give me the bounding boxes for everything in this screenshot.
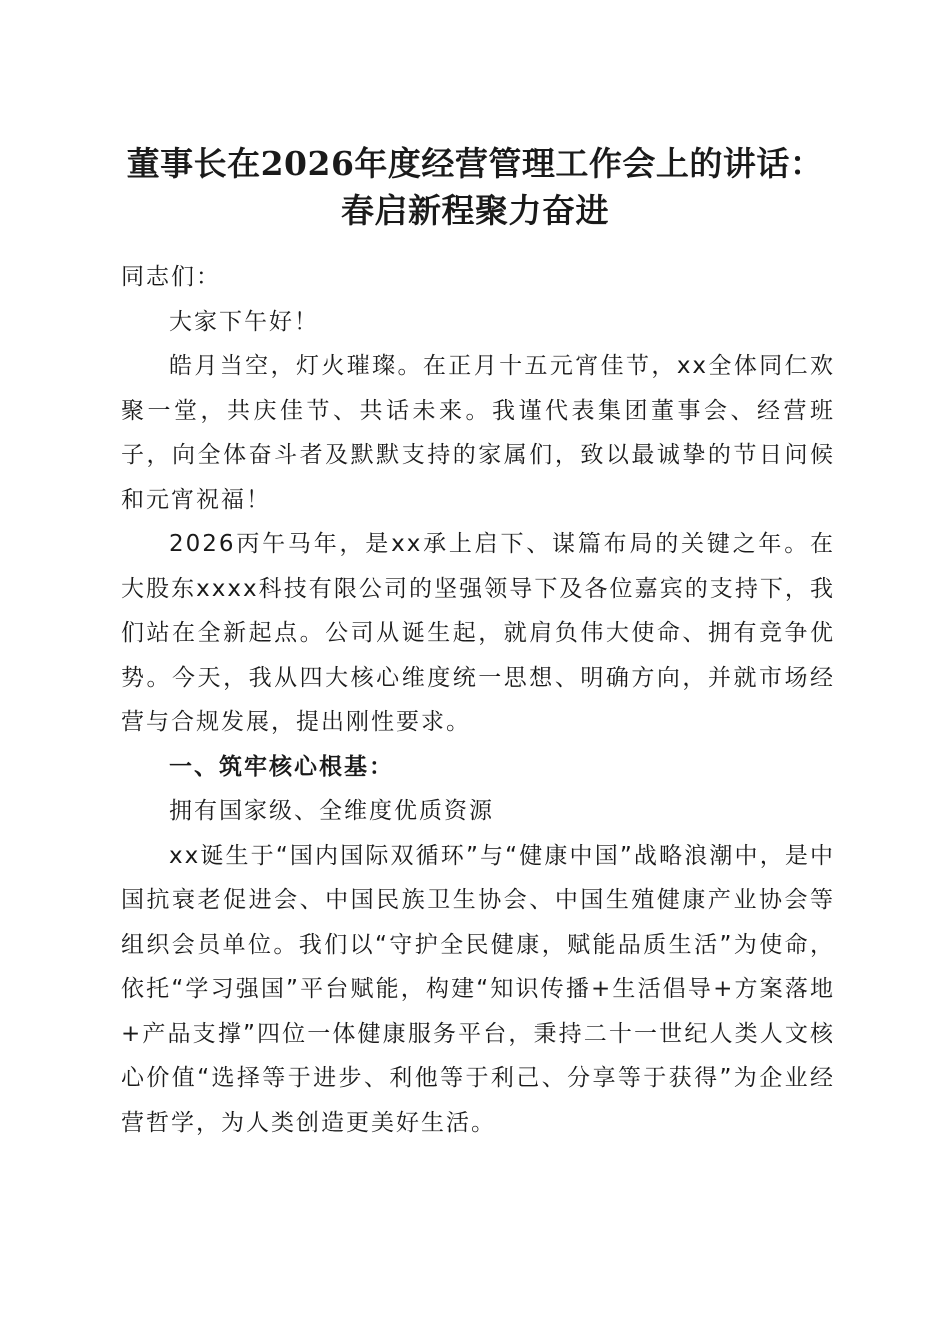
paragraph: xx诞生于“国内国际双循环”与“健康中国”战略浪潮中，是中国抗衰老促进会、中国民族卫生协会、中国生殖健康产业协会等组织会员单位。我们以“守护全民健康，赋能品质生活”为使命，依托“学习强国”平台赋能，构建“知识传播+生活倡导+方案落地+产品支撑”四位一体健康服务平台，秉持二十一世纪人类人文核心价值“选择等于进步、利他等于利己、分享等于获得”为企业经营哲学，为人类创造更美好生活。: [121, 842, 835, 1136]
section-heading: 一、筑牢核心根基：: [169, 753, 394, 780]
section-subheading: 拥有国家级、全维度优质资源: [169, 798, 494, 824]
paragraph: 皓月当空，灯火璀璨。在正月十五元宵佳节，xx全体同仁欢聚一堂，共庆佳节、共话未来。我谨代表集团董事会、经营班子，向全体奋斗者及默默支持的家属们，致以最诚挚的节日问候和元宵祝福！: [121, 353, 835, 513]
document-body: [121, 255, 835, 1145]
document-title-line-1: 董事长在2026年度经营管理工作会上的讲话：: [126, 144, 824, 183]
greeting: 大家下午好！: [169, 308, 319, 335]
paragraph: 2026丙午马年，是xx承上启下、谋篇布局的关键之年。在大股东xxxx科技有限公司的坚强领导下及各位嘉宾的支持下，我们站在全新起点。公司从诞生起，就肩负伟大使命、拥有竞争优势。今天，我从四大核心维度统一思想、明确方向，并就市场经营与合规发展，提出刚性要求。: [121, 531, 835, 735]
document-title-line-2: 春启新程聚力奋进: [341, 191, 609, 230]
salutation: 同志们：: [121, 264, 221, 290]
